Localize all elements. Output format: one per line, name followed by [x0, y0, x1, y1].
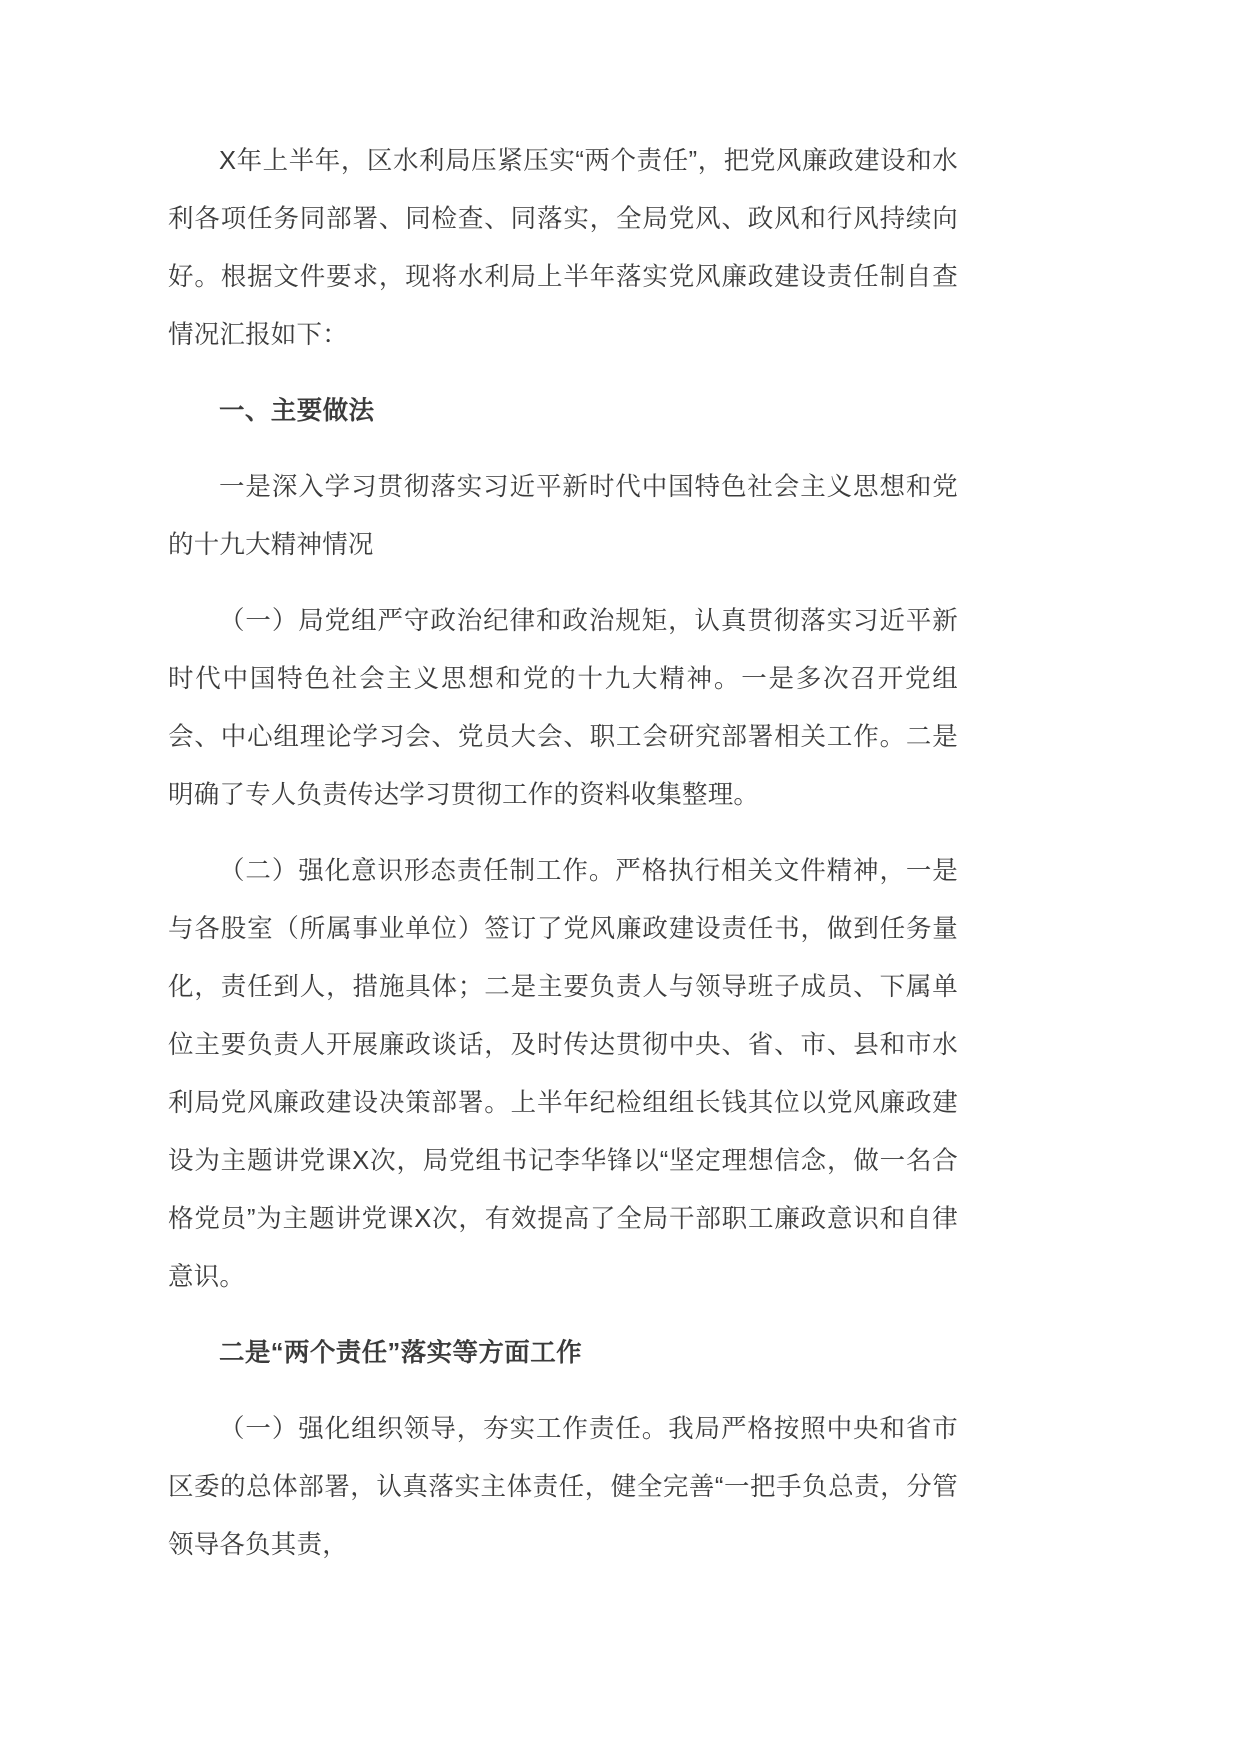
heading-section-one: 一、主要做法 — [219, 397, 375, 425]
paragraph-item-one-two: （二）强化意识形态责任制工作。严格执行相关文件精神，一是与各股室（所属事业单位）签订了党风廉政建设责任书，做到任务量化，责任到人，措施具体；二是主要负责人与领导班子成员、下属单位主要负责人开展廉政谈话，及时传达贯彻中央、省、市、县和市水利局党风廉政建设决策部署。上半年纪检组组长钱其位以党风廉政建设为主题讲党课X次，局党组书记李华锋以“坚定理想信念，做一名合格党员”为主题讲党课X次，有效提高了全局干部职工廉政意识和自律意识。 — [168, 857, 958, 1291]
paragraph-subsection-one-title: 一是深入学习贯彻落实习近平新时代中国特色社会主义思想和党的十九大精神情况 — [168, 473, 958, 559]
paragraph-intro: X年上半年，区水利局压紧压实“两个责任”，把党风廉政建设和水利各项任务同部署、同检查、同落实，全局党风、政风和行风持续向好。根据文件要求，现将水利局上半年落实党风廉政建设责任制自查情况汇报如下： — [168, 147, 958, 349]
paragraph-item-one-one: （一）局党组严守政治纪律和政治规矩，认真贯彻落实习近平新时代中国特色社会主义思想和党的十九大精神。一是多次召开党组会、中心组理论学习会、党员大会、职工会研究部署相关工作。二是明确了专人负责传达学习贯彻工作的资料收集整理。 — [168, 607, 958, 809]
heading-section-two: 二是“两个责任”落实等方面工作 — [219, 1339, 583, 1367]
paragraph-item-two-one: （一）强化组织领导，夯实工作责任。我局严格按照中央和省市区委的总体部署，认真落实主体责任，健全完善“一把手负总责，分管领导各负其责， — [168, 1415, 958, 1559]
document-body — [168, 132, 958, 1592]
